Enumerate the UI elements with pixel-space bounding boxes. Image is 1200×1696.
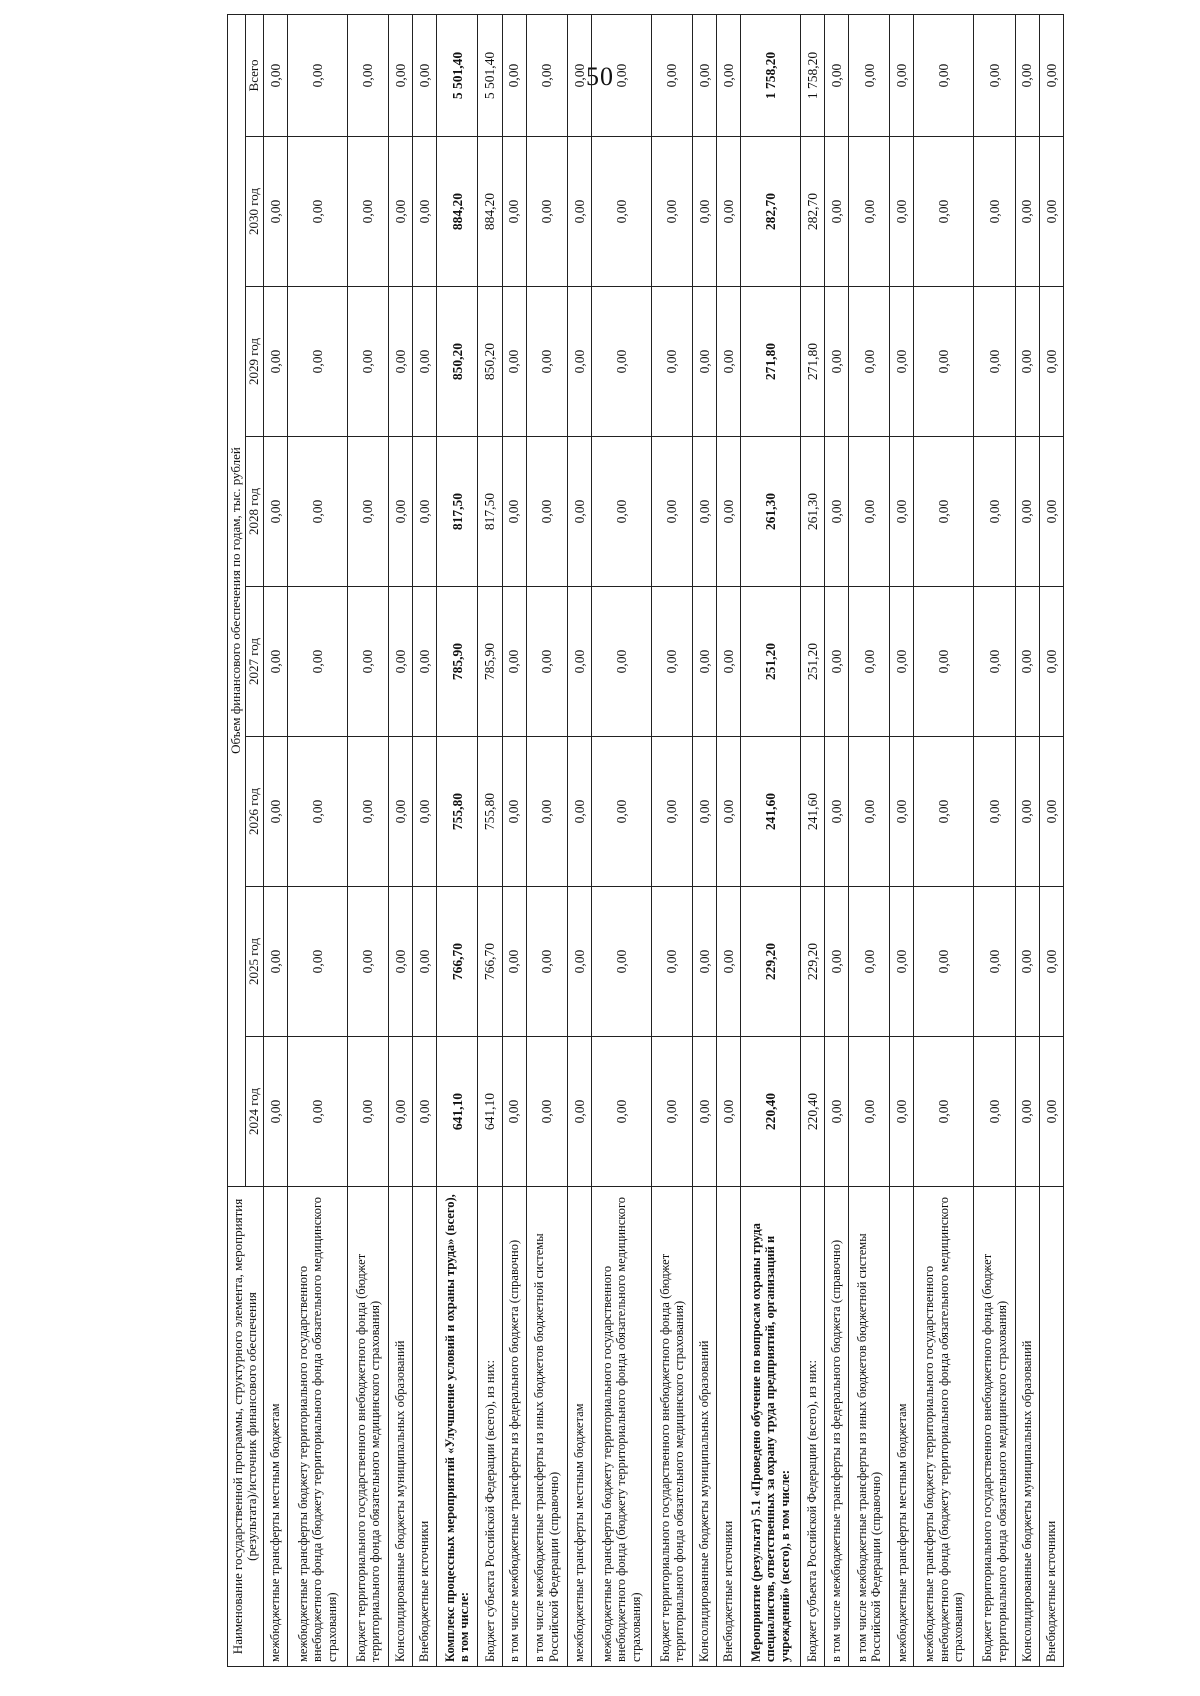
value-cell: 0,00: [413, 137, 437, 287]
total-cell: 0,00: [1039, 14, 1063, 136]
value-cell: 0,00: [1039, 137, 1063, 287]
value-cell: 0,00: [526, 887, 567, 1037]
value-cell: 0,00: [717, 137, 741, 287]
value-cell: 0,00: [914, 137, 974, 287]
value-cell: 0,00: [890, 887, 914, 1037]
total-cell: 0,00: [717, 14, 741, 136]
row-name-cell: Мероприятие (результат) 5.1 «Проведено обучение по вопросам охраны труда специалистов, ответственных за охрану труда предприятий, организаций и учреждений» (всего), в том числе:: [741, 1187, 801, 1667]
value-cell: 0,00: [567, 1037, 591, 1187]
value-cell: 0,00: [526, 437, 567, 587]
table-row: [437, 14, 478, 1666]
year-header-cell: 2026 год: [245, 737, 263, 887]
total-cell: 5 501,40: [478, 14, 502, 136]
table-row: [890, 14, 914, 1666]
value-cell: 0,00: [914, 1037, 974, 1187]
value-cell: 0,00: [849, 1037, 890, 1187]
value-cell: 0,00: [974, 1037, 1015, 1187]
value-cell: 0,00: [890, 137, 914, 287]
value-cell: 0,00: [502, 737, 526, 887]
value-cell: 0,00: [849, 887, 890, 1037]
total-cell: 0,00: [825, 14, 849, 136]
total-cell: 0,00: [526, 14, 567, 136]
table-row: [914, 14, 974, 1666]
value-cell: 817,50: [437, 437, 478, 587]
value-cell: 0,00: [825, 587, 849, 737]
value-cell: 0,00: [914, 437, 974, 587]
table-row: [263, 14, 287, 1666]
value-cell: 0,00: [717, 887, 741, 1037]
value-cell: 251,20: [801, 587, 825, 737]
value-cell: 0,00: [287, 1037, 347, 1187]
value-cell: 0,00: [389, 437, 413, 587]
value-cell: 0,00: [849, 437, 890, 587]
value-cell: 261,30: [801, 437, 825, 587]
total-cell: 0,00: [413, 14, 437, 136]
value-cell: 0,00: [413, 587, 437, 737]
value-cell: 0,00: [914, 287, 974, 437]
value-cell: 0,00: [591, 887, 651, 1037]
row-name-cell: межбюджетные трансферты бюджету территориального государственного внебюджетного фонда (бюджету территориального фонда обязательного медицинского страхования): [914, 1187, 974, 1667]
row-name-cell: Бюджет территориального государственного внебюджетного фонда (бюджет территориального фонда обязательного медицинского страхования): [347, 1187, 388, 1667]
value-cell: 0,00: [825, 1037, 849, 1187]
total-cell: 0,00: [567, 14, 591, 136]
row-name-cell: Бюджет субъекта Российской Федерации (всего), из них:: [801, 1187, 825, 1667]
header-name-cell: Наименование государственной программы, структурного элемента, мероприятия (результата)/источник финансового обеспечения: [228, 1187, 264, 1667]
value-cell: 0,00: [717, 437, 741, 587]
value-cell: 884,20: [437, 137, 478, 287]
total-cell: 1 758,20: [741, 14, 801, 136]
value-cell: 0,00: [591, 737, 651, 887]
table-row: [478, 14, 502, 1666]
value-cell: 884,20: [478, 137, 502, 287]
value-cell: 0,00: [263, 437, 287, 587]
value-cell: 850,20: [478, 287, 502, 437]
value-cell: 0,00: [567, 137, 591, 287]
table-row: [849, 14, 890, 1666]
value-cell: 0,00: [914, 587, 974, 737]
value-cell: 271,80: [801, 287, 825, 437]
value-cell: 0,00: [347, 1037, 388, 1187]
total-cell: 0,00: [651, 14, 692, 136]
value-cell: 241,60: [741, 737, 801, 887]
value-cell: 0,00: [526, 287, 567, 437]
value-cell: 0,00: [1015, 287, 1039, 437]
total-cell: 0,00: [263, 14, 287, 136]
table-row: [287, 14, 347, 1666]
value-cell: 282,70: [801, 137, 825, 287]
table-row: [1015, 14, 1039, 1666]
table-row: [741, 14, 801, 1666]
value-cell: 0,00: [849, 587, 890, 737]
value-cell: 0,00: [849, 287, 890, 437]
row-name-cell: межбюджетные трансферты местным бюджетам: [567, 1187, 591, 1667]
value-cell: 261,30: [741, 437, 801, 587]
value-cell: 0,00: [526, 587, 567, 737]
header-group-cell: Объем финансового обеспечения по годам, тыс. рублей: [228, 14, 246, 1186]
value-cell: 0,00: [651, 587, 692, 737]
value-cell: 0,00: [287, 437, 347, 587]
value-cell: 0,00: [591, 1037, 651, 1187]
value-cell: 0,00: [1015, 587, 1039, 737]
value-cell: 0,00: [974, 737, 1015, 887]
table-row: [801, 14, 825, 1666]
total-cell: 0,00: [1015, 14, 1039, 136]
value-cell: 0,00: [651, 887, 692, 1037]
table-row: [1039, 14, 1063, 1666]
value-cell: 0,00: [890, 437, 914, 587]
value-cell: 0,00: [651, 1037, 692, 1187]
value-cell: 0,00: [263, 137, 287, 287]
value-cell: 0,00: [389, 587, 413, 737]
value-cell: 766,70: [437, 887, 478, 1037]
table-row: [825, 14, 849, 1666]
total-cell: 0,00: [914, 14, 974, 136]
total-cell: 0,00: [974, 14, 1015, 136]
row-name-cell: в том числе межбюджетные трансферты из иных бюджетов бюджетной системы Российской Федерации (справочно): [526, 1187, 567, 1667]
value-cell: 0,00: [717, 737, 741, 887]
row-name-cell: в том числе межбюджетные трансферты из федерального бюджета (справочно): [502, 1187, 526, 1667]
value-cell: 0,00: [825, 287, 849, 437]
value-cell: 0,00: [914, 737, 974, 887]
row-name-cell: межбюджетные трансферты местным бюджетам: [263, 1187, 287, 1667]
value-cell: 641,10: [478, 1037, 502, 1187]
table-body: [263, 14, 1063, 1666]
row-name-cell: Консолидированные бюджеты муниципальных образований: [693, 1187, 717, 1667]
value-cell: 271,80: [741, 287, 801, 437]
value-cell: 0,00: [890, 587, 914, 737]
value-cell: 0,00: [890, 1037, 914, 1187]
value-cell: 0,00: [693, 137, 717, 287]
value-cell: 0,00: [287, 887, 347, 1037]
value-cell: 0,00: [347, 587, 388, 737]
value-cell: 0,00: [389, 287, 413, 437]
value-cell: 0,00: [347, 887, 388, 1037]
table-row: [389, 14, 413, 1666]
year-header-cell: Всего: [245, 14, 263, 136]
row-name-cell: Внебюджетные источники: [413, 1187, 437, 1667]
row-name-cell: Бюджет территориального государственного внебюджетного фонда (бюджет территориального фонда обязательного медицинского страхования): [974, 1187, 1015, 1667]
value-cell: 0,00: [651, 737, 692, 887]
row-name-cell: Бюджет субъекта Российской Федерации (всего), из них:: [478, 1187, 502, 1667]
value-cell: 0,00: [1039, 287, 1063, 437]
value-cell: 0,00: [263, 287, 287, 437]
value-cell: 0,00: [591, 137, 651, 287]
total-cell: 0,00: [591, 14, 651, 136]
table-row: [502, 14, 526, 1666]
value-cell: 0,00: [693, 1037, 717, 1187]
value-cell: 241,60: [801, 737, 825, 887]
value-cell: 0,00: [287, 137, 347, 287]
value-cell: 0,00: [502, 287, 526, 437]
value-cell: 0,00: [825, 137, 849, 287]
value-cell: 0,00: [693, 437, 717, 587]
value-cell: 0,00: [347, 737, 388, 887]
value-cell: 0,00: [413, 887, 437, 1037]
value-cell: 0,00: [287, 587, 347, 737]
value-cell: 0,00: [717, 287, 741, 437]
value-cell: 0,00: [567, 887, 591, 1037]
value-cell: 0,00: [1015, 737, 1039, 887]
total-cell: 5 501,40: [437, 14, 478, 136]
value-cell: 0,00: [502, 1037, 526, 1187]
value-cell: 282,70: [741, 137, 801, 287]
value-cell: 766,70: [478, 887, 502, 1037]
value-cell: 0,00: [974, 887, 1015, 1037]
table-row: [974, 14, 1015, 1666]
value-cell: 0,00: [974, 437, 1015, 587]
value-cell: 0,00: [1039, 737, 1063, 887]
value-cell: 0,00: [717, 587, 741, 737]
value-cell: 0,00: [347, 437, 388, 587]
value-cell: 0,00: [1015, 887, 1039, 1037]
row-name-cell: в том числе межбюджетные трансферты из иных бюджетов бюджетной системы Российской Федерации (справочно): [849, 1187, 890, 1667]
value-cell: 850,20: [437, 287, 478, 437]
value-cell: 0,00: [825, 437, 849, 587]
value-cell: 0,00: [591, 437, 651, 587]
page-number: 50: [586, 62, 614, 91]
value-cell: 0,00: [263, 1037, 287, 1187]
value-cell: 0,00: [263, 737, 287, 887]
value-cell: 0,00: [567, 437, 591, 587]
total-cell: 1 758,20: [801, 14, 825, 136]
value-cell: 0,00: [287, 737, 347, 887]
table-row: [693, 14, 717, 1666]
value-cell: 0,00: [413, 1037, 437, 1187]
row-name-cell: Консолидированные бюджеты муниципальных образований: [1015, 1187, 1039, 1667]
value-cell: 0,00: [974, 587, 1015, 737]
value-cell: 0,00: [914, 887, 974, 1037]
value-cell: 0,00: [717, 1037, 741, 1187]
year-header-cell: 2030 год: [245, 137, 263, 287]
value-cell: 0,00: [974, 137, 1015, 287]
value-cell: 0,00: [1015, 1037, 1039, 1187]
value-cell: 0,00: [413, 737, 437, 887]
value-cell: 0,00: [651, 287, 692, 437]
year-header-cell: 2027 год: [245, 587, 263, 737]
value-cell: 0,00: [890, 287, 914, 437]
financing-table: [227, 14, 1064, 1667]
value-cell: 220,40: [801, 1037, 825, 1187]
total-cell: 0,00: [389, 14, 413, 136]
row-name-cell: в том числе межбюджетные трансферты из федерального бюджета (справочно): [825, 1187, 849, 1667]
table-row: [591, 14, 651, 1666]
row-name-cell: межбюджетные трансферты бюджету территориального государственного внебюджетного фонда (бюджету территориального фонда обязательного медицинского страхования): [287, 1187, 347, 1667]
value-cell: 0,00: [825, 887, 849, 1037]
value-cell: 220,40: [741, 1037, 801, 1187]
value-cell: 755,80: [437, 737, 478, 887]
year-header-cell: 2024 год: [245, 1037, 263, 1187]
value-cell: 0,00: [1039, 437, 1063, 587]
value-cell: 0,00: [651, 137, 692, 287]
table-row: [413, 14, 437, 1666]
value-cell: 0,00: [502, 137, 526, 287]
value-cell: 0,00: [974, 287, 1015, 437]
value-cell: 0,00: [347, 137, 388, 287]
value-cell: 785,90: [437, 587, 478, 737]
value-cell: 0,00: [849, 737, 890, 887]
value-cell: 785,90: [478, 587, 502, 737]
value-cell: 0,00: [287, 287, 347, 437]
value-cell: 0,00: [389, 1037, 413, 1187]
value-cell: 0,00: [693, 587, 717, 737]
row-name-cell: Внебюджетные источники: [717, 1187, 741, 1667]
rotated-table-container: [227, 51, 1064, 1667]
value-cell: 817,50: [478, 437, 502, 587]
value-cell: 0,00: [413, 437, 437, 587]
value-cell: 0,00: [1039, 1037, 1063, 1187]
row-name-cell: межбюджетные трансферты бюджету территориального государственного внебюджетного фонда (бюджету территориального фонда обязательного медицинского страхования): [591, 1187, 651, 1667]
row-name-cell: межбюджетные трансферты местным бюджетам: [890, 1187, 914, 1667]
value-cell: 0,00: [651, 437, 692, 587]
row-name-cell: Консолидированные бюджеты муниципальных образований: [389, 1187, 413, 1667]
value-cell: 0,00: [502, 437, 526, 587]
value-cell: 0,00: [567, 737, 591, 887]
table-row: [717, 14, 741, 1666]
value-cell: 755,80: [478, 737, 502, 887]
value-cell: 0,00: [389, 737, 413, 887]
value-cell: 0,00: [567, 287, 591, 437]
value-cell: 0,00: [825, 737, 849, 887]
value-cell: 0,00: [526, 737, 567, 887]
value-cell: 0,00: [849, 137, 890, 287]
table-row: [347, 14, 388, 1666]
total-cell: 0,00: [849, 14, 890, 136]
table-row: [567, 14, 591, 1666]
total-cell: 0,00: [347, 14, 388, 136]
value-cell: 0,00: [413, 287, 437, 437]
total-cell: 0,00: [693, 14, 717, 136]
value-cell: 0,00: [263, 587, 287, 737]
value-cell: 0,00: [693, 887, 717, 1037]
value-cell: 0,00: [693, 737, 717, 887]
row-name-cell: Комплекс процессных мероприятий «Улучшение условий и охраны труда» (всего), в том числе:: [437, 1187, 478, 1667]
value-cell: 0,00: [1039, 887, 1063, 1037]
value-cell: 251,20: [741, 587, 801, 737]
value-cell: 0,00: [502, 887, 526, 1037]
value-cell: 0,00: [526, 137, 567, 287]
value-cell: 229,20: [741, 887, 801, 1037]
value-cell: 0,00: [890, 737, 914, 887]
row-name-cell: Бюджет территориального государственного внебюджетного фонда (бюджет территориального фонда обязательного медицинского страхования): [651, 1187, 692, 1667]
table-row: [651, 14, 692, 1666]
row-name-cell: Внебюджетные источники: [1039, 1187, 1063, 1667]
value-cell: 0,00: [502, 587, 526, 737]
year-header-cell: 2028 год: [245, 437, 263, 587]
value-cell: 0,00: [1039, 587, 1063, 737]
total-cell: 0,00: [890, 14, 914, 136]
total-cell: 0,00: [502, 14, 526, 136]
value-cell: 0,00: [1015, 137, 1039, 287]
value-cell: 0,00: [389, 887, 413, 1037]
value-cell: 641,10: [437, 1037, 478, 1187]
value-cell: 0,00: [591, 587, 651, 737]
year-header-cell: 2025 год: [245, 887, 263, 1037]
total-cell: 0,00: [287, 14, 347, 136]
value-cell: 229,20: [801, 887, 825, 1037]
table-row: [526, 14, 567, 1666]
value-cell: 0,00: [263, 887, 287, 1037]
value-cell: 0,00: [347, 287, 388, 437]
value-cell: 0,00: [591, 287, 651, 437]
table-header: [228, 14, 264, 1666]
value-cell: 0,00: [526, 1037, 567, 1187]
value-cell: 0,00: [389, 137, 413, 287]
value-cell: 0,00: [693, 287, 717, 437]
value-cell: 0,00: [1015, 437, 1039, 587]
year-header-cell: 2029 год: [245, 287, 263, 437]
value-cell: 0,00: [567, 587, 591, 737]
